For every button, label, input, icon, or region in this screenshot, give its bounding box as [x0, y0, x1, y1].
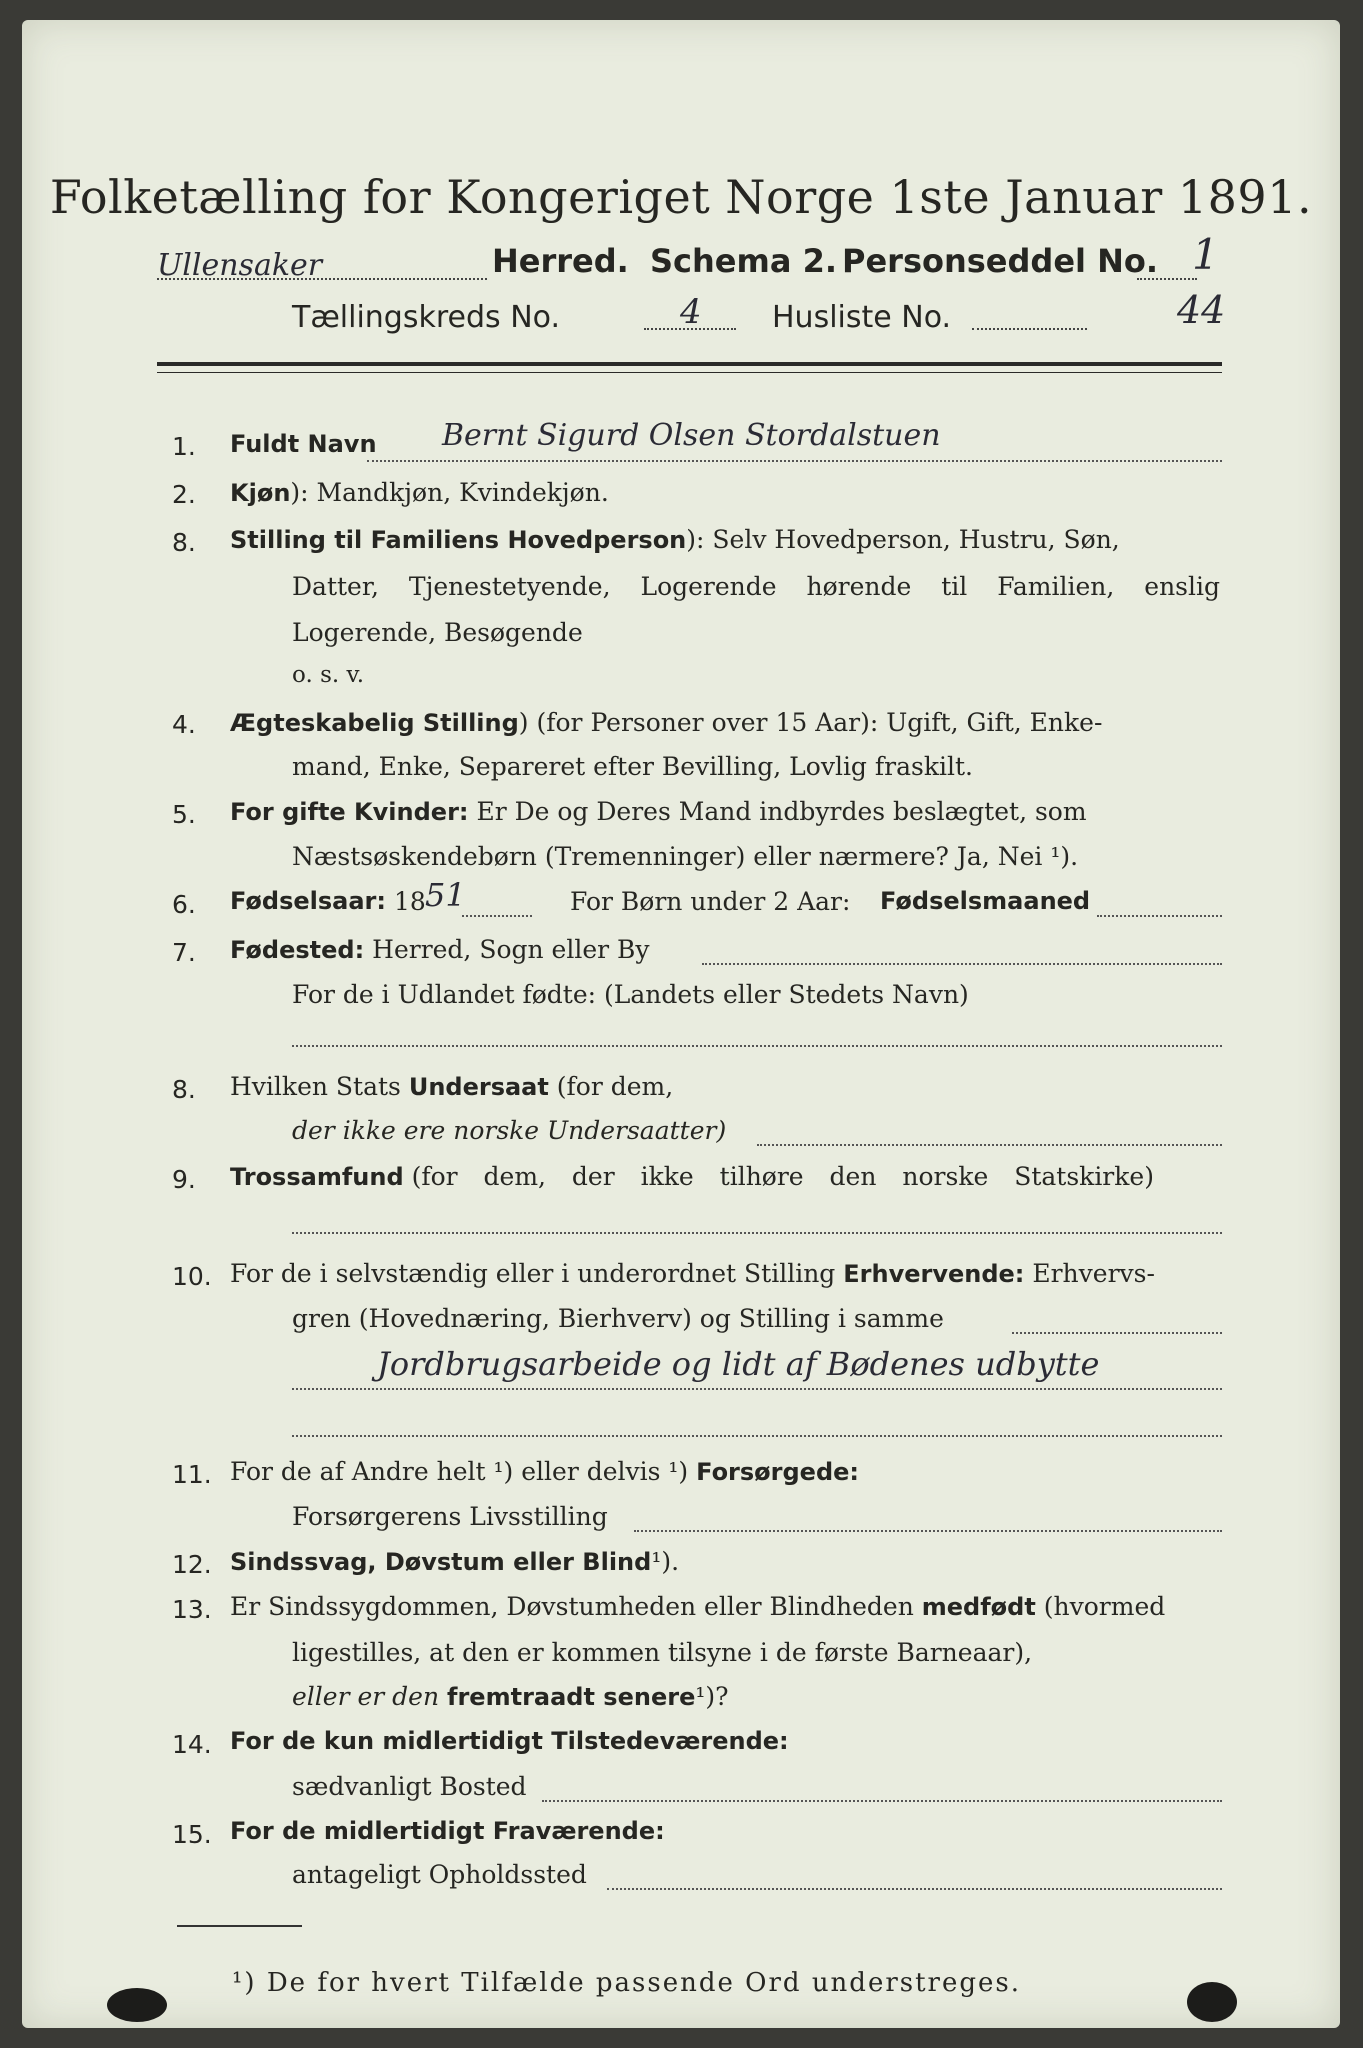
- herred-label: Herred.: [492, 242, 629, 280]
- field-13-suffix: (hvormed: [1043, 1592, 1166, 1621]
- field-7-options: Herred, Sogn eller By: [372, 935, 650, 964]
- field-13-text2: [292, 1682, 729, 1711]
- page-damage-left: [107, 1988, 167, 2022]
- field-11-provider: Forsørgerens Livsstilling: [292, 1502, 608, 1531]
- field-5-label: For gifte Kvinder:: [230, 798, 469, 826]
- field-4-text: [230, 708, 1220, 737]
- field-13-prefix2: eller er den: [292, 1682, 440, 1711]
- field-9-line: [292, 1232, 1222, 1234]
- field-3-text: [230, 525, 1220, 554]
- kreds-dots: [644, 328, 736, 330]
- kreds-value: 4: [680, 292, 702, 332]
- field-10-suffix: Erhvervs-: [1032, 1259, 1155, 1288]
- field-6-number: 6.: [172, 890, 196, 919]
- field-8-prefix: Hvilken Stats: [230, 1072, 401, 1101]
- field-5-question-a: Er De og Deres Mand indbyrdes beslægtet, som: [476, 797, 1087, 826]
- field-7-label: Fødested:: [230, 936, 365, 964]
- header-rule-thin: [157, 372, 1222, 373]
- field-2-options: ): Mandkjøn, Kvindekjøn.: [290, 478, 609, 507]
- schema-label: Schema 2.: [650, 242, 837, 280]
- footnote: ¹) De for hvert Tilfælde passende Ord understreges.: [232, 1968, 1022, 1998]
- field-3-options-a: ): Selv Hovedperson, Hustru, Søn,: [686, 525, 1120, 554]
- field-13-label: medfødt: [921, 1593, 1036, 1621]
- field-3-options-b: Datter, Tjenestetyende, Logerende hørende til Familien, enslig: [292, 572, 1220, 601]
- field-11-prefix: For de af Andre helt ¹) eller delvis ¹): [230, 1457, 689, 1486]
- field-2-label: Kjøn: [230, 479, 291, 507]
- field-15-line: [607, 1888, 1222, 1890]
- personseddel-label: Personseddel No.: [842, 242, 1159, 280]
- field-8-line: [757, 1144, 1222, 1146]
- personseddel-value: 1: [1192, 230, 1219, 279]
- field-5-text: [230, 797, 1220, 826]
- personseddel-dots: [1137, 278, 1197, 280]
- husliste-dots: [972, 328, 1087, 330]
- field-10-number: 10.: [172, 1262, 212, 1291]
- field-7-line2: [292, 1045, 1222, 1047]
- field-4-options-b: mand, Enke, Separeret efter Bevilling, Lovlig fraskilt.: [292, 752, 973, 781]
- field-2-text: [230, 478, 1220, 507]
- field-6-prefix: 18: [394, 887, 426, 916]
- field-3-number: 8.: [172, 528, 196, 557]
- field-1-line: [367, 460, 1222, 462]
- field-14-residence: sædvanligt Bosted: [292, 1772, 527, 1801]
- field-8-label: Undersaat: [408, 1073, 549, 1101]
- herred-value: Ullensaker: [157, 248, 323, 283]
- field-12-label: Sindssvag, Døvstum eller Blind: [230, 1548, 652, 1576]
- field-7-line: [702, 963, 1222, 965]
- field-13-suffix2: ¹)?: [695, 1682, 729, 1711]
- header-rule: [157, 362, 1222, 366]
- field-8-suffix: (for dem,: [556, 1072, 674, 1101]
- footnote-rule: [177, 1925, 302, 1927]
- field-1-number: 1.: [172, 432, 196, 461]
- field-6-value: 51: [425, 876, 466, 914]
- field-10-line: [1012, 1332, 1222, 1334]
- field-12-suffix: ¹).: [651, 1547, 680, 1576]
- field-13-number: 13.: [172, 1595, 212, 1624]
- field-14-line: [542, 1800, 1222, 1802]
- field-10-prefix: For de i selvstændig eller i underordnet Stilling: [230, 1259, 836, 1288]
- field-10-line3: [292, 1435, 1222, 1437]
- field-3-options-d: o. s. v.: [292, 662, 365, 688]
- field-3-options-c: Logerende, Besøgende: [292, 618, 583, 647]
- field-5-number: 5.: [172, 800, 196, 829]
- kreds-label: Tællingskreds No.: [292, 300, 560, 335]
- field-10-line2: [292, 1388, 1222, 1390]
- field-11-label: Forsørgede:: [696, 1458, 860, 1486]
- herred-dots: [157, 278, 487, 280]
- field-1-value: Bernt Sigurd Olsen Stordalstuen: [442, 418, 941, 453]
- field-11-number: 11.: [172, 1460, 212, 1489]
- field-13-text: [230, 1592, 1220, 1621]
- field-6-label: Fødselsaar:: [230, 887, 386, 915]
- field-9-label: Trossamfund: [230, 1163, 404, 1191]
- husliste-value: 44: [1177, 288, 1226, 332]
- field-7-text: [230, 935, 650, 964]
- field-8-note: der ikke ere norske Undersaatter): [292, 1116, 727, 1145]
- page-damage-right: [1187, 1982, 1237, 2022]
- field-13-prefix: Er Sindssygdommen, Døvstumheden eller Blindheden: [230, 1592, 914, 1621]
- field-15-whereabouts: antageligt Opholdssted: [292, 1860, 587, 1889]
- field-8-text: [230, 1072, 673, 1101]
- field-7-number: 7.: [172, 938, 196, 967]
- field-13-note: ligestilles, at den er kommen tilsyne i de første Barneaar),: [292, 1638, 1033, 1667]
- field-1-label: Fuldt Navn: [230, 430, 377, 458]
- field-6-line: [1097, 915, 1222, 917]
- field-4-number: 4.: [172, 710, 196, 739]
- field-11-text: [230, 1457, 859, 1486]
- field-6-note: For Børn under 2 Aar:: [570, 887, 851, 916]
- form-title: Folketælling for Kongeriget Norge 1ste Januar 1891.: [49, 170, 1313, 224]
- field-10-note: gren (Hovednæring, Bierhverv) og Stilling i samme: [292, 1304, 944, 1333]
- field-15-number-display: 15.: [172, 1820, 212, 1849]
- field-10-value: Jordbrugsarbeide og lidt af Bødenes udbytte: [377, 1345, 1100, 1383]
- field-14-number: 14.: [172, 1730, 212, 1759]
- field-9-note: (for dem, der ikke tilhøre den norske Statskirke): [411, 1162, 1154, 1191]
- field-2-number: 2.: [172, 480, 196, 509]
- field-4-options-a: ) (for Personer over 15 Aar): Ugift, Gift, Enke-: [518, 708, 1103, 737]
- census-form: [22, 20, 1340, 2028]
- field-8-number: 8.: [172, 1075, 196, 1104]
- field-9-number: 9.: [172, 1165, 196, 1194]
- field-13-label2: fremtraadt senere: [447, 1683, 696, 1711]
- field-12-text: [230, 1547, 679, 1576]
- field-10-text: [230, 1259, 1220, 1288]
- field-14-label: For de kun midlertidigt Tilstedeværende:: [230, 1727, 789, 1755]
- field-6-label2: Fødselsmaaned: [880, 887, 1091, 915]
- husliste-label: Husliste No.: [772, 300, 952, 335]
- field-11-line: [634, 1530, 1222, 1532]
- field-3-label: Stilling til Familiens Hovedperson: [230, 526, 687, 554]
- field-5-question-b: Næstsøskendebørn (Tremenninger) eller nærmere? Ja, Nei ¹).: [292, 842, 1079, 871]
- field-10-label: Erhvervende:: [843, 1260, 1025, 1288]
- field-6-dots: [462, 915, 532, 917]
- field-4-label: Ægteskabelig Stilling: [230, 709, 519, 737]
- field-7-foreign: For de i Udlandet fødte: (Landets eller Stedets Navn): [292, 980, 969, 1009]
- field-15-label: For de midlertidigt Fraværende:: [230, 1817, 665, 1845]
- field-9-text: [230, 1162, 1220, 1191]
- field-12-number: 12.: [172, 1550, 212, 1579]
